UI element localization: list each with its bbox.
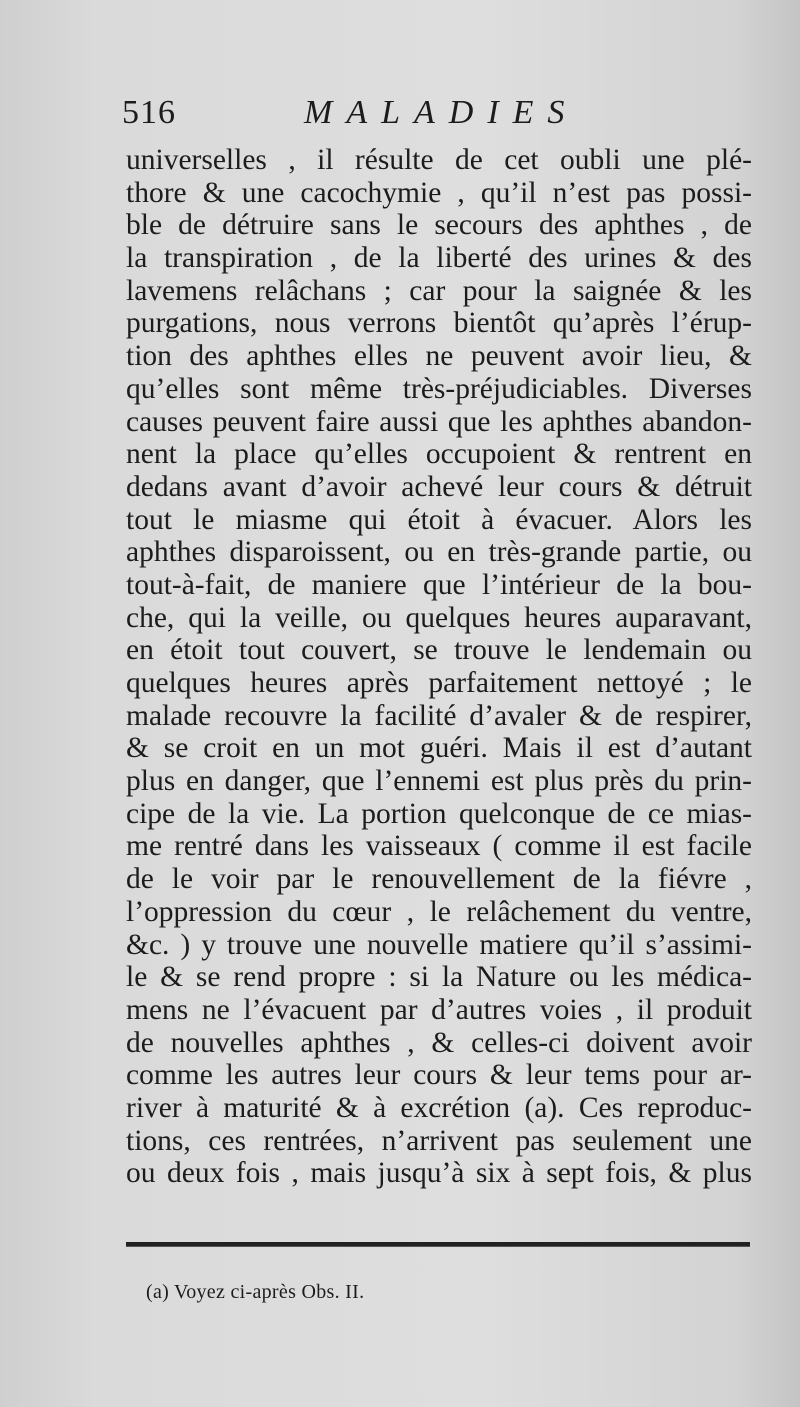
text-line: & se croit en un mot guéri. Mais il est d’autant <box>126 732 752 765</box>
text-line: mens ne l’évacuent par d’autres voies , il produit <box>126 993 752 1026</box>
text-line: de le voir par le renouvellement de la fiévre , <box>126 863 752 896</box>
text-line: river à maturité & à excrétion (a). Ces reproduc- <box>126 1091 752 1124</box>
text-line: le & se rend propre : si la Nature ou les médica- <box>126 961 752 994</box>
text-line: tout le miasme qui étoit à évacuer. Alors les <box>126 503 752 536</box>
text-line: me rentré dans les vaisseaux ( comme il est facile <box>126 830 752 863</box>
text-line: comme les autres leur cours & leur tems pour ar- <box>126 1059 752 1092</box>
text-line: ble de détruire sans le secours des aphthes , de <box>126 209 752 242</box>
text-line: ou deux fois , mais jusqu’à six à sept fois, & plus <box>126 1157 752 1190</box>
text-line: de nouvelles aphthes , & celles-ci doivent avoir <box>126 1026 752 1059</box>
text-line: tout-à-fait, de maniere que l’intérieur de la bou- <box>126 568 752 601</box>
text-line: quelques heures après parfaitement nettoyé ; le <box>126 667 752 699</box>
text-line: aphthes disparoissent, ou en très-grande partie, ou <box>126 536 752 569</box>
body-text <box>126 144 752 1190</box>
text-line: causes peuvent faire aussi que les aphthes abandon- <box>126 405 752 438</box>
page-header <box>122 94 722 138</box>
text-line: tions, ces rentrées, n’arrivent pas seulement une <box>126 1124 752 1157</box>
text-line: malade recouvre la facilité d’avaler & de respirer, <box>126 699 752 732</box>
text-line: dedans avant d’avoir achevé leur cours & détruit <box>126 470 752 503</box>
text-line: &c. ) y trouve une nouvelle matiere qu’il s’assimi- <box>126 928 752 961</box>
text-line: che, qui la veille, ou quelques heures auparavant, <box>126 601 752 634</box>
footnote: (a) Voyez ci-après Obs. II. <box>146 1281 365 1303</box>
text-line: qu’elles sont même très-préjudiciables. Diverses <box>126 372 752 405</box>
text-line: universelles , il résulte de cet oubli une plé- <box>126 144 752 176</box>
text-line: l’oppression du cœur , le relâchement du ventre, <box>126 895 752 928</box>
text-line: cipe de la vie. La portion quelconque de ce mias- <box>126 797 752 830</box>
footnote-rule <box>126 1242 750 1246</box>
text-line: plus en danger, que l’ennemi est plus près du prin- <box>126 765 752 798</box>
text-line: lavemens relâchans ; car pour la saignée & les <box>126 274 752 307</box>
text-line: en étoit tout couvert, se trouve le lendemain ou <box>126 634 752 667</box>
text-line: nent la place qu’elles occupoient & rentrent en <box>126 438 752 471</box>
text-line: la transpiration , de la liberté des urines & des <box>126 242 752 275</box>
text-line: tion des aphthes elles ne peuvent avoir lieu, & <box>126 340 752 373</box>
text-line: thore & une cacochymie , qu’il n’est pas possi- <box>126 176 752 209</box>
page-number: 516 <box>122 94 176 131</box>
text-line: purgations, nous verrons bientôt qu’après l’érup- <box>126 307 752 340</box>
running-head: MALADIES <box>304 94 579 131</box>
